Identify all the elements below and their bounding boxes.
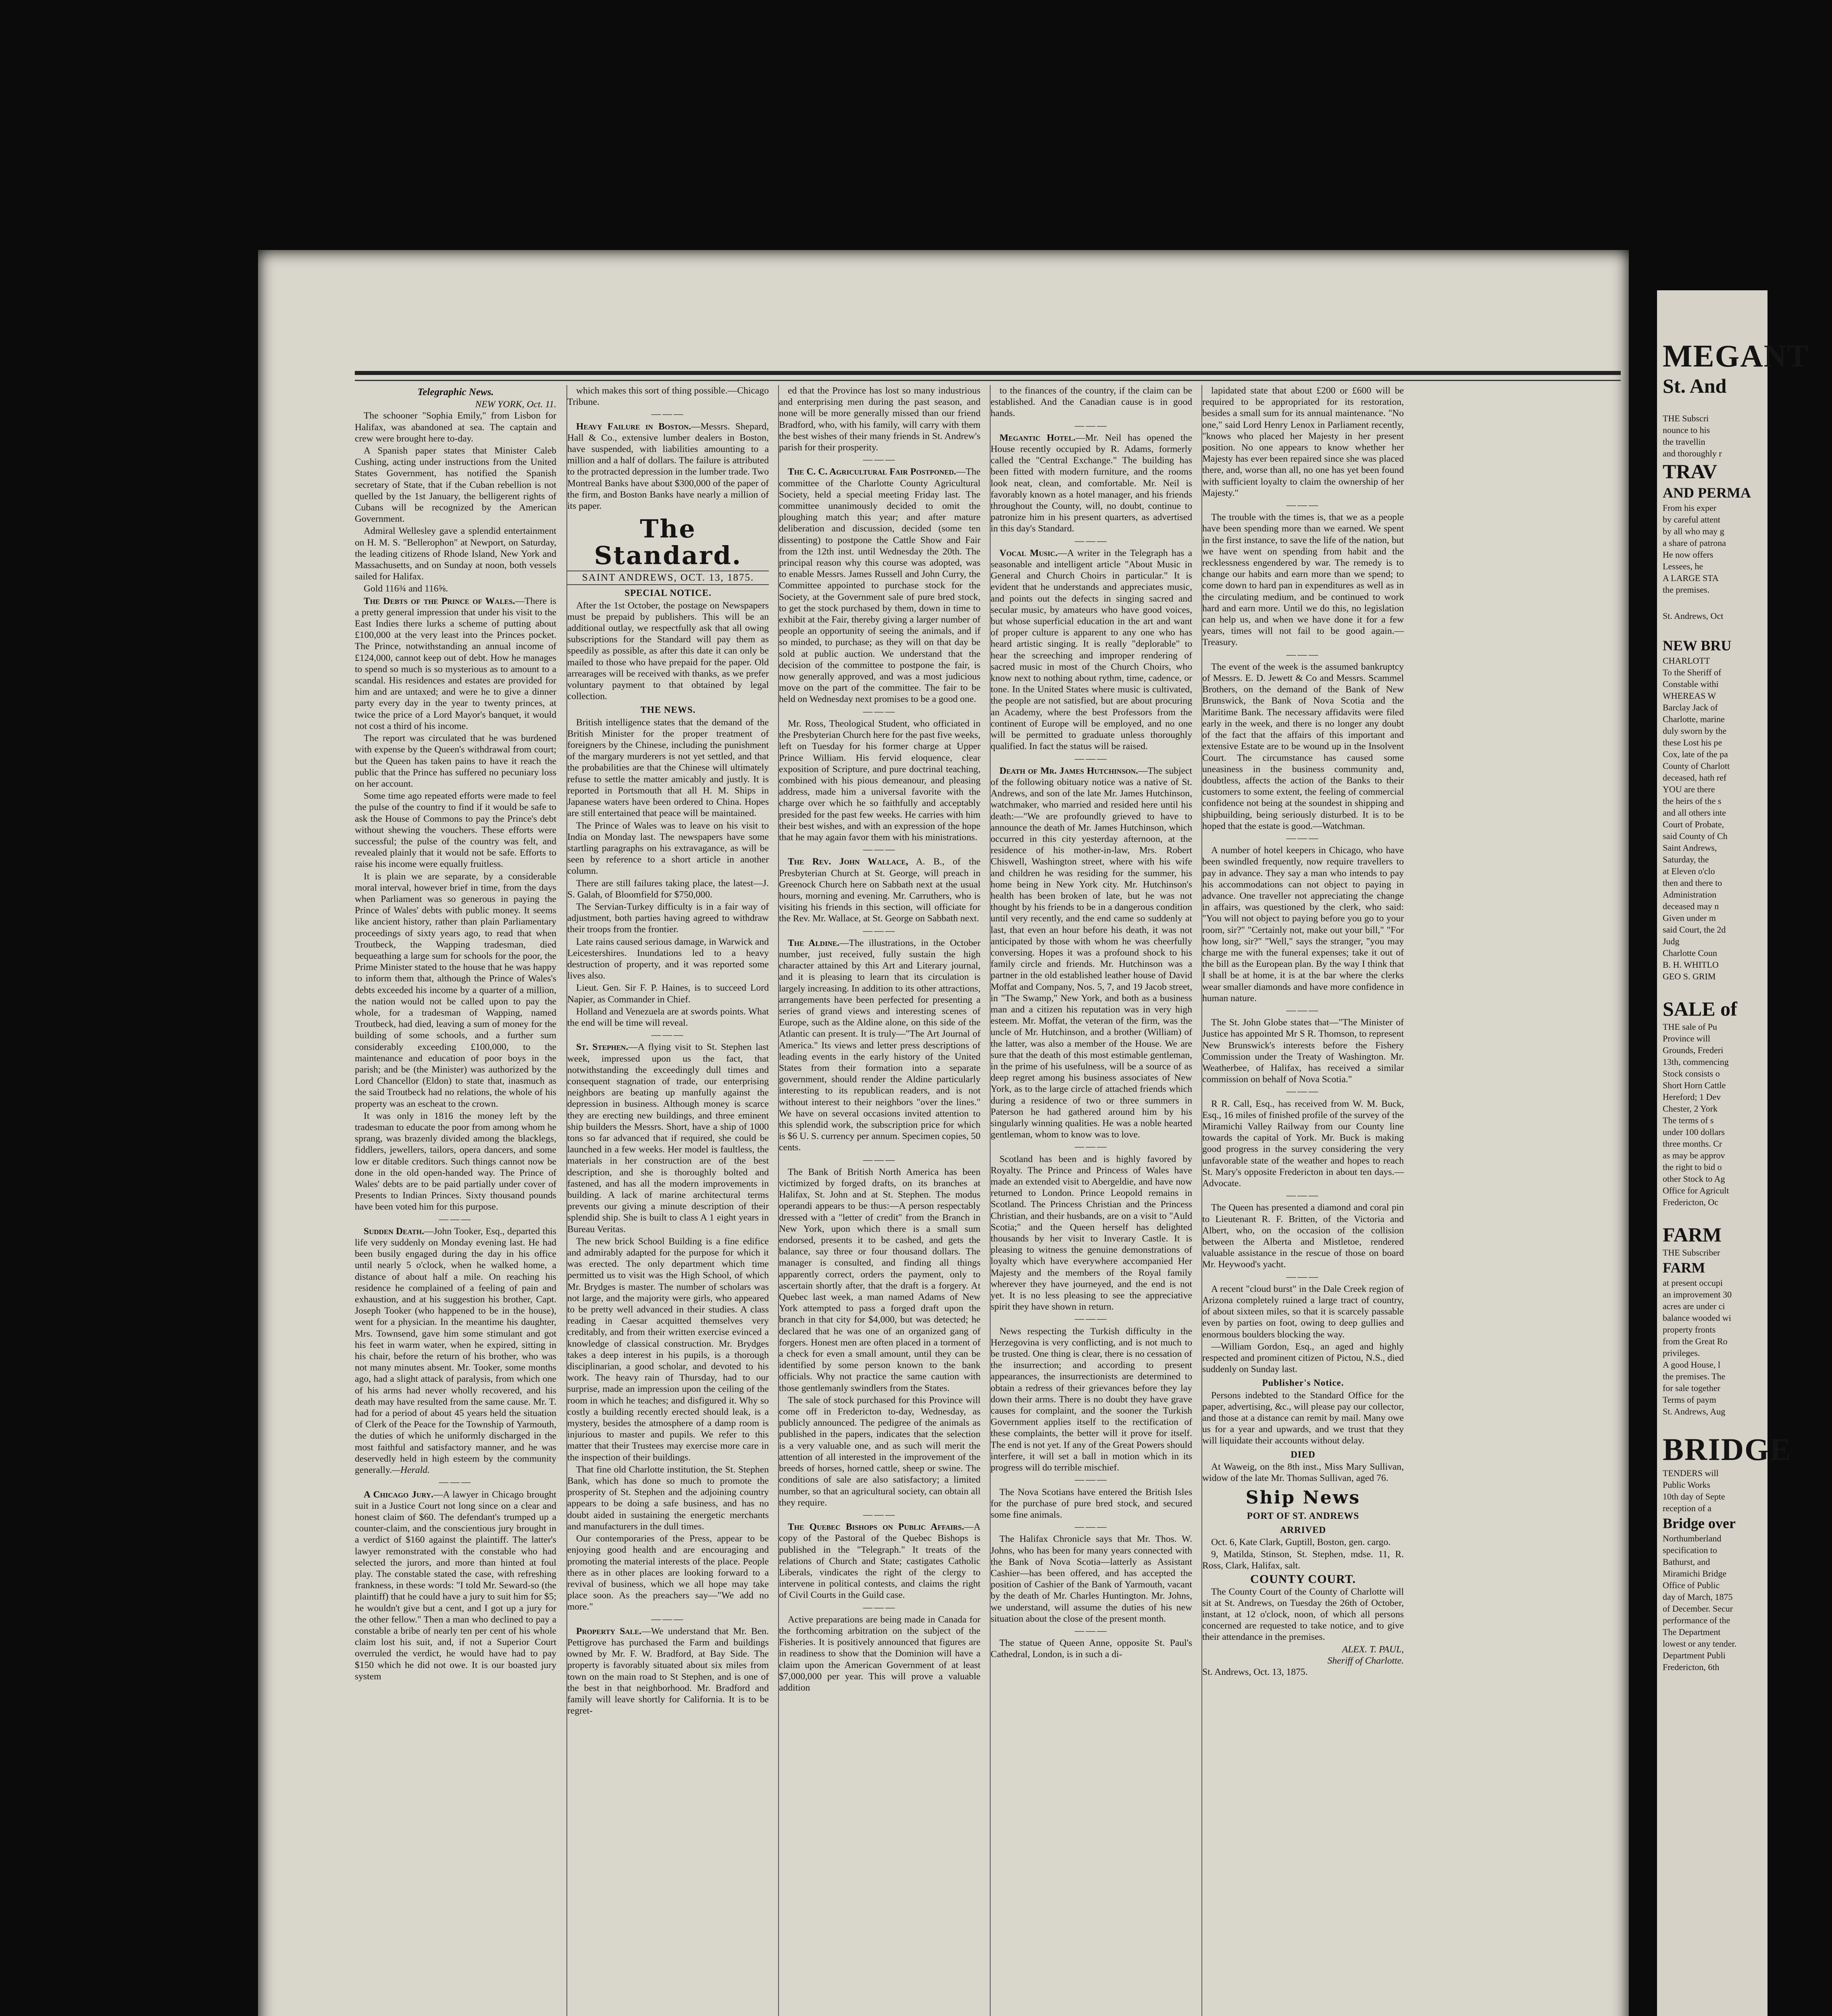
edge-line: the premises. [1663,585,1710,595]
edge-line: said County of Ch [1663,831,1728,841]
lead-rev-wallace: The Rev. John Wallace, [788,856,908,867]
edge-line: He now offers [1663,550,1713,560]
edge-line: TRAV [1663,460,1718,483]
issue-dateline: SAINT ANDREWS, OCT. 13, 1875. [567,571,769,585]
divider: ——— [1074,535,1108,546]
signature-date: St. Andrews, Oct. 13, 1875. [1202,1666,1308,1677]
edge-line: said Court, the 2d [1663,925,1726,935]
edge-line: Department Publi [1663,1650,1726,1660]
article-text: —There is a pretty general impression that under his visit to the East Indies there lurks a scheme of putting about £100,000 at the very least into the Princes pocket. The Prince, notwithstanding an annual income of £124,000, cannot keep out of debt. How he manages to spend so much is so mysterious as to amount to a scandal. His residences and estates are provided for him and are untaxed; and were he to give a dinner party every day in the year to twenty princes, at twice the price of a Lord Mayor's banquet, it would not cost a third of his income. [355,596,556,731]
divider: ——— [1074,1625,1108,1636]
lead-megantic-hotel: Megantic Hotel. [999,432,1076,443]
adjacent-page-edge [1657,290,1809,2016]
edge-line: from the Great Ro [1663,1336,1728,1346]
divider: ——— [651,409,685,420]
edge-line: BRIDGE [1663,1432,1792,1467]
divider: ——— [1286,1005,1320,1016]
edge-line: day of March, 1875 [1663,1592,1733,1602]
article-paragraph: Gold 116¾ and 116⅝. [364,583,448,594]
edge-line: 10th day of Septe [1663,1491,1725,1502]
article-text: —The illustrations, in the October number, just received, fully sustain the high character attained by this Art and Literary journal, and it is pleasing to learn that its circulation is largely increasing. In addition to its other attractions, arrangements have been perfected for presenting a series of grand views and interesting scenes of Europe, such as the Aldine alone, on this side of the Atlantic can present. It is truly—"The Art Journal of America." Its views and letter press descriptions of leading events in the early history of the United States from their formation into a separate government, should render the Aldine particularly interesting to its republican readers, and is not without interest to their neighbors "over the lines." We have on several occasions invited attention to this splendid work, the subscription price for which is $6 U. S. currency per annum. Specimen copies, 50 cents. [779,937,981,1153]
lead-sudden-death: Sudden Death. [364,1226,424,1237]
article-paragraph: Scotland has been and is highly favored by Royalty. The Prince and Princess of Wales have made an extended visit to Abergeldie, and have now returned to London. Prince Leopold remains in Scotland. The Princess Christian and the Princess Christian, and their husbands, are on a visit to "Auld Scotia;" and the Queen herself has delighted thousands by her visit to Inverary Castle. It is pleasing to witness the genuine demonstrations of loyalty which have everywhere accompanied Her Majesty and the members of the Royal family wherever they have journeyed, and the end is not yet. It is no less pleasing to see the appreciative spirit they have shown in return. [991,1154,1192,1312]
edge-line: duly sworn by the [1663,726,1727,736]
article-paragraph: The Halifax Chronicle says that Mr. Thos. W. Johns, who has been for many years connected with the Bank of Nova Scotia—latterly as Assistant Cashier—has been offered, and has accepted the position of Cashier of the Bank of Yarmouth, vacant by the death of Mr. Charles Huntington. Mr. Johns, we understand, will assume the duties of his new situation about the close of the present month. [991,1534,1192,1624]
edge-line: a share of patrona [1663,538,1726,548]
article-text: —A flying visit to St. Stephen last week, impressed upon us the fact, that notwithstanding the exceedingly dull times and consequent stagnation of trade, our enterprising neighbors are beating up manfully against the depression in business. Although money is scarce they are erecting new buildings, and three eminent ship builders the Messrs. Short, have a ship of 1000 tons so far advanced that if required, she could be launched in a few weeks. Her model is faultless, the materials in her construction are of the best description, and she is thoroughly bolted and fastened, and has all the modern improvements in building. A lack of marine architectural terms prevents our giving a minute description of their splendid ship. She is built to class A 1 eight years in Bureau Veritas. [567,1042,769,1235]
header-rule [355,371,1621,375]
edge-line: Miramichi Bridge [1663,1568,1727,1579]
column-1 [355,385,556,2016]
heading-county-court: COUNTY COURT. [1250,1572,1356,1586]
article-paragraph: The report was circulated that he was burdened with expense by the Queen's withdrawal from court; but the Queen has taken pains to have it reach the public that the Prince has suffered no pecuniary loss on her account. [355,733,556,789]
edge-line: specification to [1663,1545,1718,1555]
edge-line: Office of Public [1663,1580,1720,1590]
edge-line: Charlotte Coun [1663,948,1718,958]
header-rule-thin [355,380,1621,381]
edge-line: CHARLOTT [1663,656,1710,666]
article-text: —Messrs. Shepard, Hall & Co., extensive lumber dealers in Boston, have suspended, with liabilities amounting to a million and a half of dollars. The failure is attributed to the protracted depression in the lumber trade. Two Montreal Banks have about $300,000 of the paper of the firm, and Boston Banks have nearly a million of its paper. [567,421,769,512]
edge-line: of December. Secur [1663,1604,1733,1614]
divider: ——— [863,1154,897,1165]
edge-line: Office for Agricult [1663,1185,1729,1195]
edge-line: Constable withi [1663,679,1719,689]
article-paragraph: The Bank of British North America has been victimized by forged drafts, on its branches at Halifax, St. John and at St. Stephen. The modus operandi appears to be thus:—A person respectably dressed with a "letter of credit" from the Branch in New York, upon which there is a small sum endorsed, presents it to be cashed, and gets the balance, say three or four thousand dollars. The manager is consulted, and finding all things apparently correct, orders the payment, only to ascertain shortly after, that the draft is a forgery. At Quebec last week, a man named Adams of New York attempted to pass a forged draft upon the branch in that city for $4,000, but was detected; he declared that he was one of an organized gang of forgers. Honest men are often placed in a torment of a check for even a small amount, until they can be identified by some person known to the bank officials. Why not practice the same caution with those gentlemanly swindlers from the States. [779,1166,981,1393]
edge-line: TENDERS will [1663,1468,1719,1478]
article-paragraph: which makes this sort of thing possible.—Chicago Tribune. [567,385,769,408]
edge-line: Bridge over [1663,1515,1736,1531]
edge-line: by careful attent [1663,514,1720,525]
edge-line: property fronts [1663,1325,1716,1335]
edge-line: FARM [1663,1260,1705,1276]
edge-line: THE sale of Pu [1663,1022,1718,1032]
lead-property-sale: Property Sale. [576,1626,642,1637]
lead-prince-debts: The Debts of the Prince of Wales. [364,596,515,606]
heading-the-news: THE NEWS. [640,705,696,715]
edge-line: nounce to his [1663,425,1710,435]
edge-line: St. And [1663,375,1727,397]
lead-death-hutchinson: Death of Mr. James Hutchinson. [999,765,1138,776]
edge-line: as may be approv [1663,1150,1725,1160]
article-paragraph: The County Court of the County of Charlotte will sit at St. Andrews, on Tuesday the 26th of October, instant, at 12 o'clock, noon, of which all persons concerned are requested to take notice, and to give their attendance in the premises. [1202,1586,1404,1643]
edge-line: deceased, hath ref [1663,773,1727,783]
article-text: —The subject of the following obituary notice was a native of St. Andrews, and son of the late Mr. James Hutchinson, watchmaker, who married and resided here until his death:—"We are profoundly grieved to have to announce the death of Mr. James Hutchinson, which occurred in this city yesterday afternoon, at the residence of his mother-in-law, Mrs. Robert Chiswell, Washington street, where with his wife and children he was residing for the summer, his home being in New York city. Mr. Hutchinson's health has been broken of late, but he was not thought by his friends to be in a dangerous condition until very recently, and the end came so suddenly at last, that even an hour before his death, it was not anticipated by those with whom he was cheerfully conversing. Hopes it was a profound shock to his family circle and friends. Mr. Hutchinson was a partner in the old established leather house of David Moffat and Company, Nos. 5, 7, and 19 Jacob street, in "The Swamp," New York, and both as a business man and a citizen his reputation was in very high esteem. Mr. Moffat, the veteran of the firm, was the uncle of Mr. Hutchinson, and a brother (William) of the latter, was also a member of the House. We are sure that the death of this most estimable gentleman, in the prime of his usefulness, will be a source of as deep regret among his business associates of New York, as to the large circle of attached friends which during a residence of two or three summers in Paterson he had gathered around him by his singularly winning qualities. He was a noble hearted gentleman, whom to know was to love. [991,765,1192,1140]
article-agricultural-fair [779,466,981,705]
edge-line: To the Sheriff of [1663,667,1722,677]
article-paragraph: Our contemporaries of the Press, appear to be enjoying good health and are encouraging and promoting the material interests of the place. People there as in other places are looking forward to a revival of business, which we all hope may take place soon. As the preachers say—"We add no more." [567,1533,769,1612]
article-paragraph: ed that the Province has lost so many industrious and enterprising men during the past season, and none will be more generally missed than our friend Bradford, who, with his family, will carry with them the best wishes of their many friends in St. Andrew's parish for their prosperity. [779,385,981,453]
article-paragraph: A number of hotel keepers in Chicago, who have been swindled frequently, now require travellers to pay in advance. They say a man who intends to pay his accommodations can not object to paying in advance. One traveller not appreciating the change in affairs, was questioned by the clerk, who said: "You will not object to paying before you go to your room, sir?" "Certainly not, make out your bill," "For how long, sir?" "Well," says the stranger, "you may charge me with the funeral expenses; take it out of the bill as the European plan. By the way I think that I shall be at home, it is at the bar where the clerks wear smaller diamonds and have more confidence in human nature. [1202,845,1404,1004]
article-text: A. B., of the Presbyterian Church at St. George, will preach in Greenock Church here on Sabbath next at the usual hours, morning and evening. Mr. Carruthers, who is visiting his friends in this section, will officiate for the Rev. Mr. Wallace, at St. George on Sabbath next. [779,856,981,924]
ship-entry: Oct. 6, Kate Clark, Guptill, Boston, gen. cargo. [1211,1537,1391,1547]
article-paragraph: Holland and Venezuela are at swords points. What the end will be time will reveal. [567,1006,769,1028]
divider: ——— [1286,1271,1320,1282]
edge-line: Given under m [1663,913,1716,923]
edge-line: GEO S. GRIM [1663,971,1716,981]
edge-line: The terms of s [1663,1115,1714,1125]
edge-line: AND PERMA [1663,485,1751,501]
newspaper-page [258,250,1629,2016]
edge-line: then and there to [1663,878,1722,888]
divider: ——— [1074,1522,1108,1533]
divider: ——— [1286,1190,1320,1201]
article-paragraph: The Prince of Wales was to leave on his visit to India on Monday last. The newspapers have some startling paragraphs on his extravagance, as will be seen by reference to a short article in another column. [567,820,769,877]
article-paragraph: There are still failures taking place, the latest—J. S. Galah, of Bloomfield for $750,000. [567,878,769,900]
lead-st-stephen: St. Stephen. [576,1042,629,1053]
edge-line: Hereford; 1 Dev [1663,1092,1721,1102]
article-heavy-failure [567,421,769,512]
article-paragraph: At Waweig, on the 8th inst., Miss Mary Sullivan, widow of the late Mr. Thomas Sullivan, aged 76. [1202,1461,1404,1484]
article-aldine [779,937,981,1154]
heading-arrived: ARRIVED [1280,1524,1326,1535]
column-3 [778,385,981,2016]
edge-line: Chester, 2 York [1663,1104,1718,1114]
article-paragraph: British intelligence states that the demand of the British Minister for the proper treatment of foreigners by the Chinese, including the punishment of the margary murderers is not yet settled, and that the probabilities are that the Chinese will ultimately refuse to settle the matter amicably and justly. It is reported in Portsmouth that all H. M. Ships in Japanese waters have been ordered to China. Hopes are still entertained that peace will be maintained. [567,717,769,819]
article-paragraph: Persons indebted to the Standard Office for the paper, advertising, &c., will please pay our collector, and those at a distance can remit by mail. Many owe us for a year and upwards, and we trust that they will liquidate their accounts without delay. [1202,1390,1404,1446]
heading-ship-news: Ship News [1245,1487,1361,1508]
lead-chicago-jury: A Chicago Jury. [364,1489,434,1500]
divider: ——— [1286,1086,1320,1097]
divider: ——— [651,1030,685,1041]
divider: ——— [863,925,897,936]
edge-line: Short Horn Cattle [1663,1080,1726,1090]
edge-line: Grounds, Frederi [1663,1045,1724,1055]
article-text: —A lawyer in Chicago brought suit in a Justice Court not long since on a clear and honest claim of $60. The defendant's trumped up a counter-claim, and the conscientious jury brought in a verdict of $160 against the plaintiff. The latter's lawyer remonstrated with the constable who had selected the jurors, and more than hinted at foul play. The constable stated the case, with refreshing frankness, in these words: "I told Mr. Seward-so (the plaintiff) that he could have a jury to suit him for $5; he wouldn't give but a cent, and I got up a jury for the other fellow." Then a man who declined to pay a constable a bribe of nearly ten per cent of his whole claim lost his suit, and, if not a Superior Court overruled the verdict, he would have had to pay $150 which he did not owe. It is our boasted jury system [355,1489,556,1682]
edge-line: B. H. WHITLO [1663,960,1719,970]
divider: ——— [1286,649,1320,660]
article-paragraph: Admiral Wellesley gave a splendid entertainment on H. M. S. "Bellerophon" at Newport, on Saturday, the leading citizens of Rhode Island, New York and Massachusetts, and on Sunday at noon, both vessels sailed for Halifax. [355,526,556,582]
article-st-stephen [567,1041,769,1235]
article-paragraph: News respecting the Turkish difficulty in the Herzegovina is very conflicting, and is not much to be trusted. One thing is clear, there is no cessation of the insurrection; and according to present appearances, the insurrectionists are determined to obtain a redress of their grievances before they lay down their arms. There is no doubt they have grave causes for complaint, and the sooner the Turkish Government applies itself to the rectification of these complaints, the better will it prove for itself. The end is not yet. If any of the Great Powers should interfere, it will set a ball in motion which in its progress will do terrible mischief. [991,1326,1192,1473]
lead-agricultural-fair: The C. C. Agricultural Fair Postponed. [788,467,956,477]
article-text: —John Tooker, Esq., departed this life very suddenly on Monday evening last. He had been busily engaged during the day in his office until nearly 5 o'clock, when he walked home, a distance of about half a mile. On reaching his residence he complained of a feeling of pain and exhaustion, and at his suggestion his brother, Capt. Joseph Tooker (who happened to be in the house), went for a physician. In the meantime his daughter, Mrs. Townsend, gave him some stimulant and got his feet in warm water, when he expired, sitting in his chair, before the return of his brother, who was not many minutes absent. Mr. Tooker, some months ago, had a slight attack of paralysis, from which one of his arms had never wholly recovered, and his death may have resulted from the same cause. Mr. T. had for a period of about 45 years held the situation of Clerk of the Peace for the Township of Yarmouth, the duties of which he uniformly discharged in the most faithful and satisfactory manner, and he was deservedly held in high esteem by the community generally. [355,1226,556,1476]
divider: ——— [863,844,897,855]
dateline-new-york: NEW YORK, Oct. 11. [475,399,556,410]
edge-line: at present occupi [1663,1278,1723,1288]
edge-line: Court of Probate, [1663,819,1724,829]
article-paragraph: The new brick School Building is a fine edifice and admirably adapted for the purpose for which it was erected. The only department which time permitted us to visit was the High School, of which Mr. Brydges is master. The number of scholars was not large, and the majority were girls, who appeared to be pretty well advanced in their studies. A class reading in Caesar acquitted themselves very creditably, and from their written exercise evinced a knowledge of classical construction. Mr. Brydges takes a deep interest in his pupils, is a thorough disciplinarian, a good scholar, and devoted to his work. The heavy rain of Thursday, had to our surprise, made an impression upon the ceiling of the room in which he teaches; and disfigured it. Why so costly a building recently erected should leak, is a mystery, besides the atmosphere of a damp room is injurious to master and pupils. We refer to this matter that their Trustees may exercise more care in the inspection of their buildings. [567,1236,769,1463]
divider: ——— [863,454,897,465]
divider: ——— [1074,1475,1108,1485]
divider: ——— [439,1214,473,1225]
article-paragraph: The St. John Globe states that—"The Minister of Justice has appointed Mr S R. Thomson, to represent New Brunswick's interests before the Fishery Commission under the Treaty of Washington. Mr. Weatherbee, of Halifax, has received a similar commission on behalf of Nova Scotia." [1202,1017,1404,1085]
edge-line: From his exper [1663,503,1717,513]
article-paragraph: The schooner "Sophia Emily," from Lisbon for Halifax, was abandoned at sea. The captain and crew were brought here to-day. [355,410,556,444]
article-paragraph: The event of the week is the assumed bankruptcy of Messrs. E. D. Jewett & Co and Messrs. Scammel Brothers, on the demand of the Bank of New Brunswick, the Bank of Nova Scotia and the Maritime Bank. The necessary affidavits were filed early in the week, and there is no longer any doubt of the fact that the affairs of this important and extensive Estate are to be wound up in the Insolvent Court. The circumstance has caused some uneasiness in the business community and, doubtless, affects the action of the Banks to their customers to some extent, the feeling of commercial confidence not being at the soundest in shipping and shipbuilding, being seriously disturbed. It is to be hoped that the estate is good.—Watchman. [1202,661,1404,831]
edge-line: Northumberland [1663,1533,1722,1543]
edge-line: Fredericton, 6th [1663,1662,1720,1672]
edge-line: these Lost his pe [1663,737,1722,748]
article-text: —We understand that Mr. Ben. Pettigrove has purchased the Farm and buildings owned by Mr. F. W. Bradford, at Bay Side. The property is favorably situated about six miles from town on the main road to St Stephen, and is one of the best in that neighborhood. Mr. Bradford and family will leave shortly for California. It is to be regret- [567,1626,769,1716]
edge-line: YOU are there [1663,784,1715,794]
edge-line: deceased may n [1663,901,1719,911]
article-quebec-bishops [779,1521,981,1601]
edge-line: Stock consists o [1663,1068,1720,1079]
signature-name: ALEX. T. PAUL, [1342,1644,1404,1655]
edge-line: at Eleven o'clo [1663,866,1715,876]
edge-line: performance of the [1663,1615,1730,1625]
edge-line: other Stock to Ag [1663,1174,1725,1184]
columns [355,385,1621,2016]
article-paragraph: That fine old Charlotte institution, the St. Stephen Bank, which has done so much to promote the prosperity of St. Stephen and the adjoining country appears to be doing a safe business, and has no doubt aided in sustaining the energetic merchants and manufacturers in the dull times. [567,1464,769,1532]
masthead: The Standard. [594,514,742,571]
edge-line: Saturday, the [1663,854,1709,864]
edge-line: lowest or any tender. [1663,1639,1737,1649]
ship-entry: 9, Matilda, Stinson, St. Stephen, mdse. 11, R. Ross, Clark, Halifax, salt. [1202,1549,1404,1571]
edge-line: Fredericton, Oc [1663,1197,1719,1207]
edge-line: an improvement 30 [1663,1289,1732,1300]
article-prince-debts [355,596,556,732]
heading-port: PORT OF ST. ANDREWS [1247,1511,1359,1521]
article-paragraph: A recent "cloud burst" in the Dale Creek region of Arizona completely ruined a large tract of country, of about sixteen miles, so that it is scarcely passable even by parties on foot, owing to deep gullies and enormous boulders blocking the way. [1202,1283,1404,1340]
edge-line: the right to bid o [1663,1162,1722,1172]
edge-line: St. Andrews, Aug [1663,1406,1726,1416]
article-paragraph: Active preparations are being made in Canada for the forthcoming arbitration on the subject of the Fisheries. It is positively announced that figures are in readiness to show that the Dominion will have a claim upon the American Government of at least $7,000,000 per year. This will prove a valuable addition [779,1614,981,1693]
article-text: —Mr. Neil has opened the House recently occupied by R. Adams, formerly called the "Central Exchange." The building has been fitted with modern furniture, and the rooms look neat, clean, and comfortable. Mr. Neil is favorably known as a hotel manager, and his friends throughout the County, will, no doubt, continue to patronize him in his present quarters, as advertised in this day's Standard. [991,432,1192,534]
article-paragraph: to the finances of the country, if the claim can be established. And the Canadian cause is in good hands. [991,385,1192,419]
heading-died: DIED [1291,1449,1316,1460]
divider: ——— [1074,1141,1108,1152]
article-rev-wallace [779,856,981,924]
article-sudden-death [355,1226,556,1476]
edge-line: Terms of paym [1663,1395,1716,1405]
edge-line: A LARGE STA [1663,573,1719,583]
edge-line: balance wooded wi [1663,1313,1731,1323]
lead-vocal-music: Vocal Music. [999,548,1058,558]
heading-telegraphic-news: Telegraphic News. [417,387,494,398]
article-paragraph: Mr. Ross, Theological Student, who officiated in the Presbyterian Church here for the past five weeks, left on Tuesday for his former charge at Upper Prince William. His fervid eloquence, clear exposition of Scripture, and pure doctrinal teaching, combined with his pious demeanour, and pleasing address, made him a universal favorite with the charge over which he so faithfully and acceptably presided for the past few weeks. He carries with him their best wishes, and with an expression of the hope that he may again favor them with his ministrations. [779,718,981,843]
column-2 [566,385,769,2016]
heading-special-notice: SPECIAL NOTICE. [625,588,712,598]
article-death-hutchinson [991,765,1192,1141]
article-chicago-jury [355,1489,556,1682]
edge-line: and thoroughly r [1663,448,1722,458]
lead-quebec-bishops: The Quebec Bishops on Public Affairs. [788,1522,964,1533]
heading-publishers-notice: Publisher's Notice. [1262,1378,1344,1388]
article-paragraph: It is plain we are separate, by a considerable moral interval, however brief in time, from the days when Parliament was so generous in paying the Prince of Wales' debts with public money. It seems like ancient history, rather than plain Parliamentary proceedings of sixty years ago, to read that when Troutbeck, the Wapping tradesman, died bequeathing a large sum for schools for the poor, the Prime Minister stated to the house that he was happy to inform them that, although the Prince of Wales's debts exceeded his income by a quarter of a million, the nation would not be called upon to pay the whole, for a tradesman of Wapping, named Troutbeck, had died, leaving a sum of money for the building of some schools, and a further sum considerably exceeding £100,000, to the maintenance and education of poor boys in the parish; and be (the Minister) was authorized by the Lord Chancellor (Eldon) to state that, inasmuch as the said Troutbeck had no relations, the whole of his property was an escheat to the crown. [355,871,556,1109]
article-text: —A writer in the Telegraph has a seasonable and intelligent article "About Music in General and Church Choirs in particular." It is evident that he understands and appreciates music, and points out the defects in singing sacred and secular music, by amateurs who have good voices, but whose superficial education in the art and want of proper culture is apparent to any one who has heard artistic singing. It is really "deplorable" to hear the screeching and improper rendering of sacred music in most of the Church Choirs, who know next to nothing about rythm, time, cadence, or tone. In the United States where music is cultivated, the people are not satisfied, but are about procuring an Academy, where the best Professors from the continent of Europe will be employed, and no one will be permitted to graduate unless thoroughly qualified. In fact the status will be raised. [991,548,1192,752]
edge-line: WHEREAS W [1663,691,1716,701]
edge-line: County of Charlott [1663,761,1730,771]
edge-line: the travellin [1663,437,1705,447]
signature-title: Sheriff of Charlotte. [1327,1655,1404,1666]
edge-line: A good House, l [1663,1360,1720,1370]
article-paragraph: Lieut. Gen. Sir F. P. Haines, is to succeed Lord Napier, as Commander in Chief. [567,983,769,1005]
divider: ——— [439,1477,473,1488]
article-paragraph: The trouble with the times is, that we as a people have been spending more than we earned. We spent in the first instance, to save the life of the nation, but we have went on spending from habit and the recklessness engendered by war. The remedy is to change our habits and earn more than we spend; to come down to hard pan in expenditures as well as in the circulating medium, and be continued to work hard and earn more. Until we do this, no legislation can help us, and when we have done it for a few years, times will not fail to be good again.—Treasury. [1202,512,1404,648]
edge-line: Charlotte, marine [1663,714,1725,724]
edge-line: and all others inte [1663,808,1726,818]
divider: ——— [651,1614,685,1624]
divider: ——— [1074,420,1108,431]
edge-line: Lessees, he [1663,561,1703,571]
article-paragraph: The Servian-Turkey difficulty is in a fair way of adjustment, both parties having agreed to withdraw their troops from the frontier. [567,901,769,935]
edge-line: three months. Cr [1663,1139,1722,1149]
edge-line: under 100 dollars [1663,1127,1725,1137]
article-paragraph: —William Gordon, Esq., an aged and highly respected and prominent citizen of Pictou, N.S., died suddenly on Sunday last. [1202,1341,1404,1375]
edge-line: SALE of [1663,998,1737,1020]
edge-line: FARM [1663,1223,1722,1246]
lead-aldine: The Aldine. [788,937,840,948]
article-paragraph: Some time ago repeated efforts were made to feel the pulse of the country to find if it would be safe to ask the House of Commons to pay the Prince's debt without shewing the vouchers. These efforts were successful; the pulse of the country was felt, and revealed plainly that it would not be safe. Efforts to raise his income were equally fruitless. [355,791,556,870]
edge-line: Barclay Jack of [1663,702,1718,712]
lead-heavy-failure: Heavy Failure in Boston. [576,421,691,432]
article-paragraph: After the 1st October, the postage on Newspapers must be prepaid by publishers. This will be an additional outlay, we respectfully ask that all owing subscriptions for the Standard will pay them as speedily as possible, as after this date it can only be mailed to those who have prepaid for the paper. Old arrearages will be received with thanks, as we prefer voluntary payment to that obtained by legal collection. [567,600,769,702]
article-paragraph: R R. Call, Esq., has received from W. M. Buck, Esq., 16 miles of finished profile of the survey of the Miramichi Valley Railway from our County line towards the capital of York. Mr. Buck is making good progress in the survey considering the very unfavorable state of the weather and hopes to reach St. Mary's opposite Fredericton in about ten days.—Advocate. [1202,1098,1404,1189]
edge-line: 13th, commencing [1663,1057,1729,1067]
divider: ——— [863,1602,897,1613]
edge-line: Saint Andrews, [1663,843,1717,853]
edge-line: THE Subscriber [1663,1248,1720,1258]
edge-line: the premises. The [1663,1371,1726,1381]
divider: ——— [1074,753,1108,764]
divider: ——— [863,706,897,717]
edge-line: NEW BRU [1663,637,1732,654]
article-paragraph: The Nova Scotians have entered the British Isles for the purchase of pure bred stock, and secured some fine animals. [991,1487,1192,1520]
article-text: —The committee of the Charlotte County Agricultural Society, held a special meeting Friday last. The committee unanimously decided to omit the ploughing match this year; and after mature deliberation and discussion, decided (some ten dissenting) to postpone the Cattle Show and Fair from the 12th inst. until Wednesday the 20th. The principal reason why this course was adopted, was to enable Messrs. James Russell and John Curry, the Committee appointed to purchase stock for the Society, at the Government sale of pure bred stock, to get the stock purchased by them, down in time to exhibit at the Fair, thereby giving a larger number of people an opportunity of seeing the animals, and if so minded, to purchase; as they will on that day be sold at public auction. We understand that the decision of the committee to postpone the fair, is now generally approved, and was a most judicious move on the part of the committee. The fair to be held on Wednesday next promises to be a good one. [779,467,981,705]
edge-line: reception of a [1663,1503,1711,1513]
edge-line: the heirs of the s [1663,796,1722,806]
edge-line: acres are under ci [1663,1301,1725,1311]
article-vocal-music [991,548,1192,752]
edge-line: The Department [1663,1627,1721,1637]
article-paragraph: A Spanish paper states that Minister Caleb Cushing, acting under instructions from the United States Government, has notified the Spanish secretary of State, that if the Cuban rebellion is not quelled by the 1st January, the belligerent rights of Cubans will be recognized by the American Government. [355,446,556,525]
edge-line: for sale together [1663,1383,1720,1393]
source-herald: —Herald. [392,1465,430,1476]
article-text: —A copy of the Pastoral of the Quebec Bishops is published in the "Telegraph." It treats of the relations of Church and State; castigates Catholic Liberals, vindicates the right of the clergy to intervene in political contests, and claims the right of Civil Courts in the Guild case. [779,1522,981,1601]
edge-line: Judg [1663,936,1680,946]
divider: ——— [1286,500,1320,511]
adjacent-page-text [1663,339,1832,1673]
divider: ——— [1074,1314,1108,1325]
edge-line: MEGANT [1663,338,1809,373]
article-megantic-hotel [991,432,1192,535]
edge-line: Public Works [1663,1480,1711,1490]
edge-line: St. Andrews, Oct [1663,611,1724,621]
article-paragraph: The Queen has presented a diamond and coral pin to Lieutenant R. F. Britten, of the Victoria and Albert, who, on the occasion of the collision between the Alberta and Mistletoe, rendered valuable assistance in the rescue of those on board Mr. Heywood's yacht. [1202,1202,1404,1270]
column-5 [1201,385,1404,2016]
edge-line: Administration [1663,889,1717,900]
edge-line: Bathurst, and [1663,1557,1710,1567]
edge-line: Cox, late of the pa [1663,749,1728,759]
article-paragraph: The sale of stock purchased for this Province will come off in Fredericton to-day, Wednesday, as publicly announced. The pedigree of the animals as published in the papers, indicates that the selection is a very valuable one, and as such will merit the attention of all interested in the improvement of the breeds of horses, horned cattle, sheep or swine. The conditions of sale are also satisfactory; a limited number, so that an agricultural society, can obtain all they require. [779,1395,981,1508]
edge-line: Province will [1663,1033,1710,1043]
article-paragraph: lapidated state that about £200 or £600 will be required to be appropriated for its restoration, besides a small sum for its annual maintenance. "No one," said Lord Henry Lenox in Parliament recently, "knows who placed her Majesty in her present position. No one appears to know whether her Majesty has ever been repaired since she was placed there, and, worse than all, no one has yet been found with sufficient loyalty to claim the ownership of her Majesty." [1202,385,1404,498]
article-paragraph: Late rains caused serious damage, in Warwick and Leicestershires. Inundations led to a heavy destruction of property, and it was reported some lives also. [567,936,769,981]
article-paragraph: It was only in 1816 the money left by the tradesman to educate the poor from among whom he sprang, was brazenly divided among the blacklegs, fiddlers, jewellers, tailors, opera dancers, and some low er ditable creditors. Such things cannot now be done in the old open-handed way. The Prince of Wales' debts are to be paid partially under cover of Presents to Indian Princes. Sixty thousand pounds have been voted him for this purpose. [355,1110,556,1212]
edge-line: by all who may g [1663,526,1724,536]
article-paragraph: The statue of Queen Anne, opposite St. Paul's Cathedral, London, is in such a di- [991,1638,1192,1660]
divider: ——— [863,1509,897,1520]
column-4 [990,385,1192,2016]
divider: ——— [1286,833,1320,843]
article-property-sale [567,1626,769,1717]
edge-line: THE Subscri [1663,413,1709,423]
edge-line: privileges. [1663,1348,1700,1358]
